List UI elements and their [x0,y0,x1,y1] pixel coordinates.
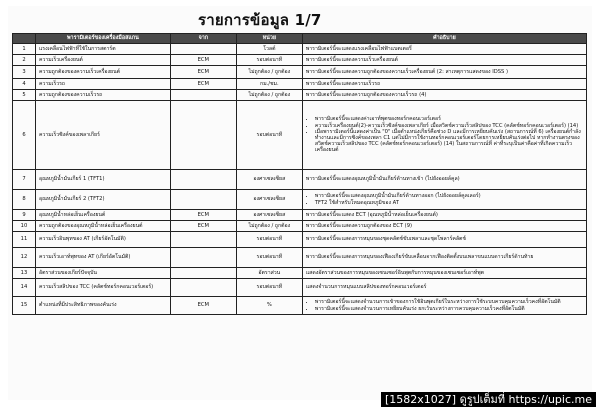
table-row [13,66,587,79]
unit-cell: โวลต์ [236,44,302,55]
description-cell [302,232,586,248]
description-text: พารามิเตอร์นี้จะแสดงความถูกต้องของความเร็วเครื่องยนต์ (2: สาเหตุการแสดงของ IDSS ) [305,68,509,75]
table-row [13,55,587,66]
table-row [13,79,587,90]
parameter-name-cell: ความถูกต้องของความเร็วรถ [35,90,170,101]
table-row [13,190,587,210]
source-cell: ECM [170,55,236,66]
description-text: พารามิเตอร์นี้จะแสดงความถูกต้องของความเร็วรถ (4) [305,91,427,98]
source-cell: ECM [170,221,236,232]
row-number-cell: 8 [13,190,36,210]
table-row [13,232,587,248]
header-parameter: พารามิเตอร์ของเครื่องมือสแกน [35,34,170,44]
parameter-name-cell: ความถูกต้องของอุณหภูมิน้ำหล่อเย็นเครื่องยนต์ [35,221,170,232]
table-row [13,268,587,279]
parameter-name-cell: อุณหภูมิน้ำมันเกียร์ 2 (TFT2) [35,190,170,210]
unit-cell: รอบต่อนาที [236,55,302,66]
table-row [13,279,587,297]
unit-cell: รอบต่อนาที [236,279,302,297]
row-number-cell: 11 [13,232,36,248]
table-row [13,210,587,221]
source-cell [170,90,236,101]
row-number-cell: 3 [13,66,36,79]
parameter-table [12,33,587,315]
source-cell: ECM [170,297,236,315]
row-number-cell: 15 [13,297,36,315]
table-row [13,44,587,55]
description-bullet: • พารามิเตอร์นี้จะแสดงจำนวนการเข้าของการใช้อินพุตเกียร์ในระหว่างการใช้ระบบควบคุมความเร็วคงที่อัตโนมัติ [315,299,583,305]
unit-cell: รอบต่อนาที [236,248,302,268]
description-text: พารามิเตอร์นี้จะแสดงอุณหภูมิน้ำมันเกียร์ด้านทางเข้า (ไปยังออยล์คูล) [305,176,460,183]
parameter-name-cell: ความเร็วรถ [35,79,170,90]
description-bullet: • ความเร็วเครื่องยนต์(2)-ความเร็วซิงค์ของเพลาเกียร์ เมื่อสวิตช์ความเร็วสลิปของ TCC (คลัตช์ทอร์กคอนเวอร์เตอร์) (14) [315,123,583,129]
parameter-name-cell: ความเร็วอินพุทของ AT (เกียร์อัตโนมัติ) [35,232,170,248]
source-cell: ECM [170,66,236,79]
description-cell [302,66,586,79]
description-text: พารามิเตอร์นี้จะแสดงแรงเคลื่อนไฟฟ้าแบตเตอรี่ [305,45,412,52]
source-cell [170,268,236,279]
table-row [13,248,587,268]
parameter-name-cell: ความเร็วเอาท์พุทของ AT (เกียร์อัตโนมัติ) [35,248,170,268]
parameter-name-cell: อุณหภูมิน้ำหล่อเย็นเครื่องยนต์ [35,210,170,221]
description-cell [302,55,586,66]
source-cell [170,44,236,55]
source-cell [170,232,236,248]
row-number-cell: 14 [13,279,36,297]
description-bullet: • พารามิเตอร์นี้จะแสดงค่าเอาท์พุตของทอร์กคอนเวอร์เตอร์ [315,116,583,122]
page-title: รายการข้อมูล 1/7 [198,11,322,29]
parameter-name-cell: ความเร็วเครื่องยนต์ [35,55,170,66]
description-cell [302,221,586,232]
description-text: พารามิเตอร์นี้จะแสดงความเร็วรถ [305,80,381,87]
unit-cell: องศาเซลเซียส [236,170,302,190]
description-cell [302,279,586,297]
description-cell [302,90,586,101]
row-number-cell: 5 [13,90,36,101]
source-cell: ECM [170,210,236,221]
header-unit: หน่วย [236,34,302,44]
description-bullet: • TFT2 ใช้สำหรับโหมดอุณหภูมิของ AT [315,200,583,206]
source-cell: ECM [170,79,236,90]
description-bullet-list [306,193,583,205]
unit-cell: ไม่ถูกต้อง / ถูกต้อง [236,90,302,101]
unit-cell: องศาเซลเซียส [236,210,302,221]
description-bullet-list [306,116,583,153]
description-text: พารามิเตอร์นี้จะแสดงความเร็วเครื่องยนต์ [305,56,398,63]
description-text: พารามิเตอร์นี้จะแสดงการหมุนของชุดคลัตช์ขับเพลาและชุดโพลาร์คลัตช์ [305,236,466,243]
unit-cell: % [236,297,302,315]
row-number-cell: 2 [13,55,36,66]
header-source: จาก [170,34,236,44]
description-text: แสดงอัตราส่วนของการหมุนของเซนเซอร์อินพุตกับการหมุนของเซนเซอร์เอาท์พุต [305,269,485,276]
description-cell [302,44,586,55]
table-row [13,297,587,315]
source-cell [170,190,236,210]
unit-cell: อัตราส่วน [236,268,302,279]
table-header-row [13,34,587,44]
row-number-cell: 13 [13,268,36,279]
unit-cell: กม./ชม. [236,79,302,90]
header-description: คำอธิบาย [302,34,586,44]
row-number-cell: 1 [13,44,36,55]
upic-watermark: [1582x1027] ดูรูปเต็มที่ https://upic.me [381,392,596,407]
row-number-cell: 9 [13,210,36,221]
description-cell [302,170,586,190]
table-row [13,170,587,190]
description-cell [302,268,586,279]
source-cell [170,101,236,170]
description-text: พารามิเตอร์นี้จะแสดงความถูกต้องของ ECT (9) [305,222,413,229]
source-cell [170,279,236,297]
source-cell [170,170,236,190]
description-bullet: • เมื่อพารามิเตอร์นี้แสดงค่าเป็น "0" เมื่อตำแหน่งเกียร์คือช่วง D และมีการเหยียบคันเร่ง (สถานการณ์ที่ 6) เครื่องยนต์กำลังทำงานและมีการซิงค์ของเพลา C1 แต่ไม่มีการใช้งานทอร์กคอนเวอร์เตอร์โดยการเหยียบคันเร่งต่อไป หากทำงานตรงของสวิตช์ความเร็วสลิปของ TCC (คลัตช์ทอร์กคอนเวอร์เตอร์) (14) ในสถานการณ์ที่ ค่าที่ระบุเป็นค่าคือค่าที่เกิดความเร็วเครื่องยนต์ [315,129,583,154]
unit-cell: รอบต่อนาที [236,101,302,170]
parameter-name-cell: ความถูกต้องของความเร็วเครื่องยนต์ [35,66,170,79]
description-text: แสดงจำนวนการหมุนแบบสลิปของทอร์กคอนเวอร์เตอร์ [305,284,427,291]
source-cell [170,248,236,268]
header-no [13,34,36,44]
row-number-cell: 12 [13,248,36,268]
parameter-name-cell: แรงเคลื่อนไฟฟ้าที่ใช้ในการสตาร์ต [35,44,170,55]
parameter-name-cell: อัตราส่วนของเกียร์ปัจจุบัน [35,268,170,279]
parameter-name-cell: อุณหภูมิน้ำมันเกียร์ 1 (TFT1) [35,170,170,190]
parameter-name-cell: ตำแหน่งที่มีประสิทธิภาพของคันเร่ง [35,297,170,315]
description-cell [302,101,586,170]
description-bullet-list [306,299,583,311]
parameter-name-cell: ความเร็วสลิปของ TCC (คลัตช์ทอร์กคอนเวอร์เตอร์) [35,279,170,297]
unit-cell: ไม่ถูกต้อง / ถูกต้อง [236,66,302,79]
unit-cell: ไม่ถูกต้อง / ถูกต้อง [236,221,302,232]
table-row [13,101,587,170]
row-number-cell: 7 [13,170,36,190]
table-row [13,221,587,232]
parameter-name-cell: ความเร็วซิงค์ของเพลาเกียร์ [35,101,170,170]
description-cell [302,248,586,268]
description-cell [302,210,586,221]
description-cell [302,79,586,90]
description-bullet: • พารามิเตอร์นี้จะแสดงจำนวนการเหยียบคันเร่ง ยกเว้นระหว่างการควบคุมความเร็วคงที่อัตโนมัติ [315,306,583,312]
description-bullet: • พารามิเตอร์นี้จะแสดงอุณหภูมิน้ำมันเกียร์ด้านทางออก (ไปยังออยล์คูลเลอร์) [315,193,583,199]
table-row [13,90,587,101]
unit-cell: องศาเซลเซียส [236,190,302,210]
parameter-table-container [12,33,587,315]
row-number-cell: 10 [13,221,36,232]
description-cell [302,297,586,315]
row-number-cell: 4 [13,79,36,90]
description-text: พารามิเตอร์นี้จะแสดง ECT (อุณหภูมิน้ำหล่อเย็นเครื่องยนต์) [305,211,438,218]
description-cell [302,190,586,210]
unit-cell: รอบต่อนาที [236,232,302,248]
row-number-cell: 6 [13,101,36,170]
description-text: พารามิเตอร์นี้จะแสดงการหมุนของเฟืองเกียร์ขับเคลื่อนจากเฟืองติดตั้งบนเพลาขนแบบดาวเกียร์ด้านท้าย [305,254,534,261]
